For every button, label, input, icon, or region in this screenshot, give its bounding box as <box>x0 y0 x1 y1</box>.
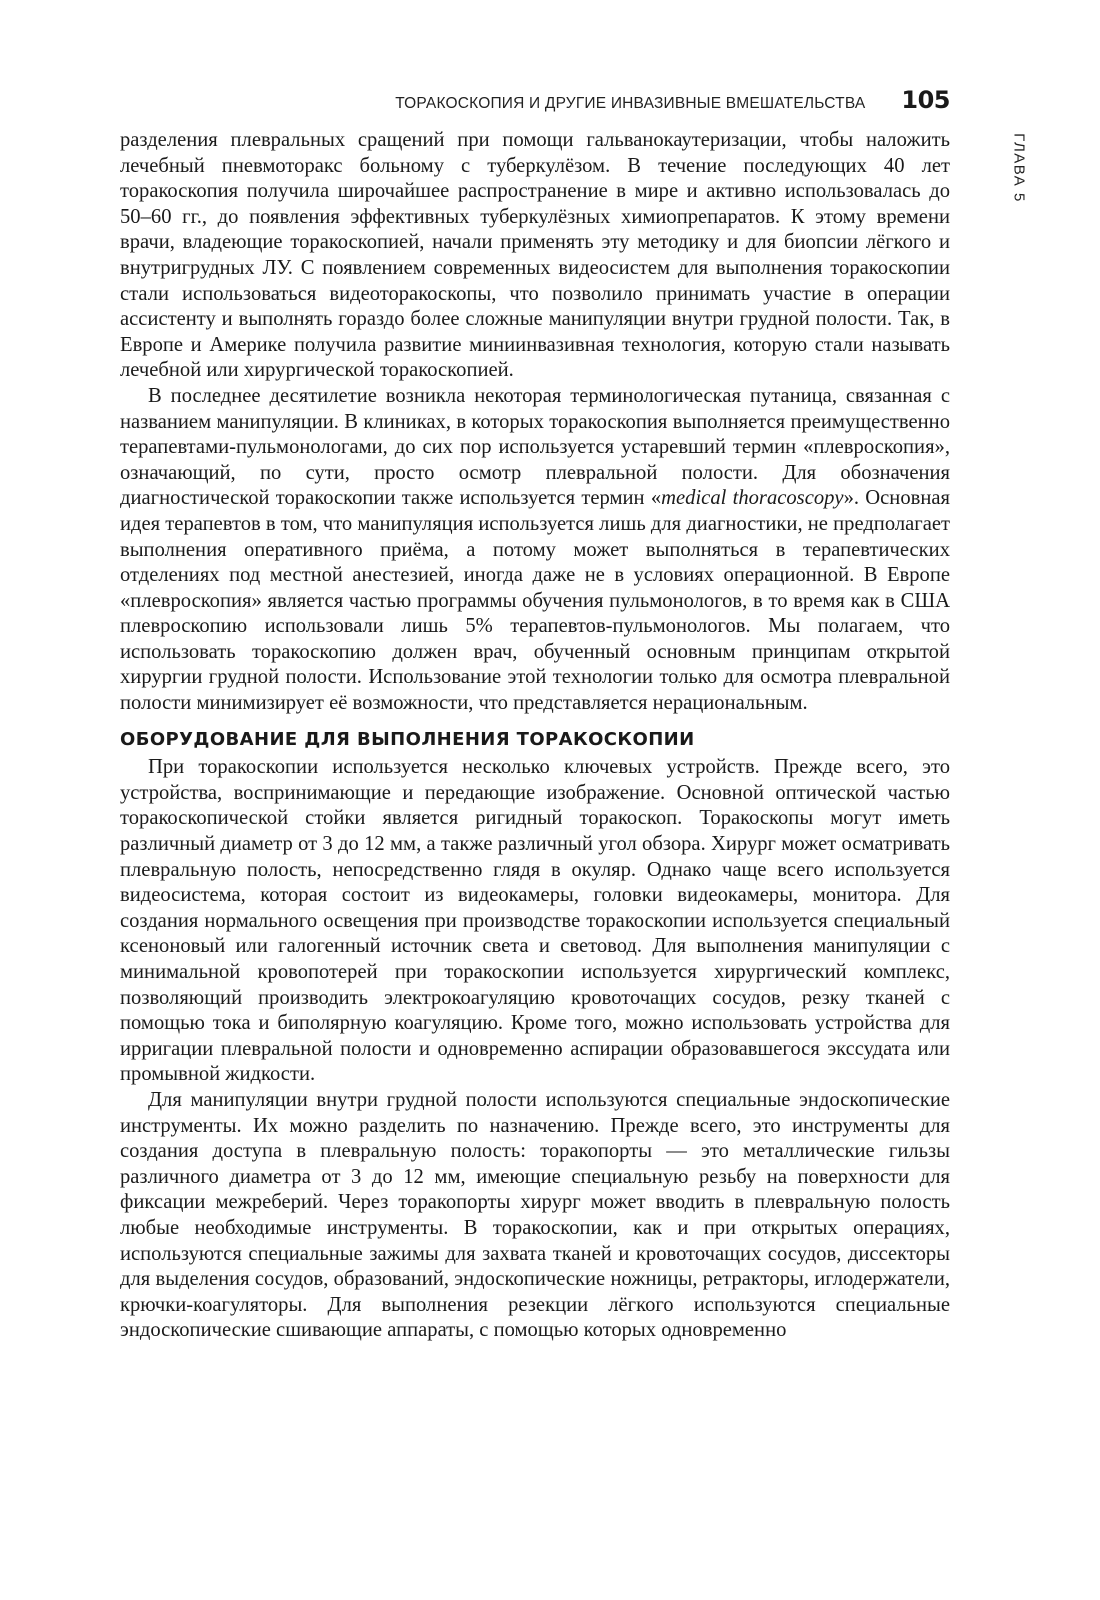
paragraph-text: ». Основная идея терапевтов в том, что манипуляция используется лишь для диагностики, не предполагает выполнения оперативного приёма, а потому может выполняться в терапевтических отделениях под местной анестезией, иногда даже не в условиях операционной. В Европе «плевроскопия» является частью программы обучения пульмонологов, в то время как в США плевроскопию использовали лишь 5% терапевтов-пульмонологов. Мы полагаем, что использовать торакоскопию должен врач, обученный основным принципам открытой хирургии грудной полости. Использование этой технологии только для осмотра плевральной полости минимизирует её возможности, что представляется нерациональным. <box>120 487 950 715</box>
body-text <box>120 128 950 1344</box>
paragraph-equipment: При торакоскопии используется несколько ключевых устройств. Прежде всего, это устройства, воспринимающие и передающие изображение. Основной оптической частью торакоскопической стойки является ригидный торакоскоп. Торакоскопы могут иметь различный диаметр от 3 до 12 мм, а также различный угол обзора. Хирург может осматривать плевральную полость, непосредственно глядя в окуляр. Однако чаще всего используется видеосистема, которая состоит из видеокамеры, головки видеокамеры, монитора. Для создания нормального освещения при производстве торакоскопии используется специальный ксеноновый или галогенный источник света и световод. Для выполнения манипуляции с минимальной кровопотерей при торакоскопии используется хирургический комплекс, позволяющий производить электрокоагуляцию кровоточащих сосудов, резку тканей с помощью тока и биполярную коагуляцию. Кроме того, можно использовать устройства для ирригации плевральной полости и одновременно аспирации образовавшегося экссудата или промывной жидкости. <box>120 756 950 1086</box>
italic-term: medical thoracoscopy <box>661 487 844 510</box>
running-title: ТОРАКОСКОПИЯ И ДРУГИЕ ИНВАЗИВНЫЕ ВМЕШАТЕЛЬСТВА <box>395 95 866 112</box>
chapter-tab: ГЛАВА 5 <box>1010 133 1028 203</box>
section-heading: ОБОРУДОВАНИЕ ДЛЯ ВЫПОЛНЕНИЯ ТОРАКОСКОПИИ <box>120 728 695 750</box>
paragraph-text: В последнее десятилетие возникла некоторая терминологическая путаница, связанная с названием манипуляции. В клиниках, в которых торакоскопия выполняется преимущественно терапевтами-пульмонологами, до сих пор используется устаревший термин «плевроскопия», означающий, по сути, просто осмотр плевральной полости. Для обозначения диагностической торакоскопии также используется термин « <box>120 384 950 510</box>
paragraph-continuation: разделения плевральных сращений при помощи гальванокаутеризации, чтобы наложить лечебный пневмоторакс больному с туберкулёзом. В течение последующих 40 лет торакоскопия получила широчайшее распространение в мире и активно использовалась до 50–60 гг., до появления эффективных туберкулёзных химиопрепаратов. К этому времени врачи, владеющие торакоскопией, начали применять эту методику и для биопсии лёгкого и внутригрудных ЛУ. С появлением современных видеосистем для выполнения торакоскопии стали использоваться видеоторакоскопы, что позволило принимать участие в операции ассистенту и выполнять гораздо более сложные манипуляции внутри грудной полости. Так, в Европе и Америке получила развитие миниинвазивная технология, которую стали называть лечебной или хирургической торакоскопией. <box>120 129 950 382</box>
running-head <box>120 86 950 114</box>
paragraph-instruments: Для манипуляции внутри грудной полости используются специальные эндоскопические инструменты. Их можно разделить по назначению. Прежде всего, это инструменты для создания доступа в плевральную полость: торакопорты — это металлические гильзы различного диаметра от 3 до 12 мм, имеющие специальную резьбу на поверхности для фиксации межреберий. Через торакопорты хирург может вводить в плевральную полость любые необходимые инструменты. В торакоскопии, как и при открытых операциях, используются специальные зажимы для захвата тканей и кровоточащих сосудов, диссекторы для выделения сосудов, образований, эндоскопические ножницы, ретракторы, иглодержатели, крючки-коагуляторы. Для выполнения резекции лёгкого используются специальные эндоскопические сшивающие аппараты, с помощью которых одновременно <box>120 1088 950 1342</box>
paragraph-terminology <box>120 384 950 717</box>
page-number: 105 <box>901 86 950 114</box>
